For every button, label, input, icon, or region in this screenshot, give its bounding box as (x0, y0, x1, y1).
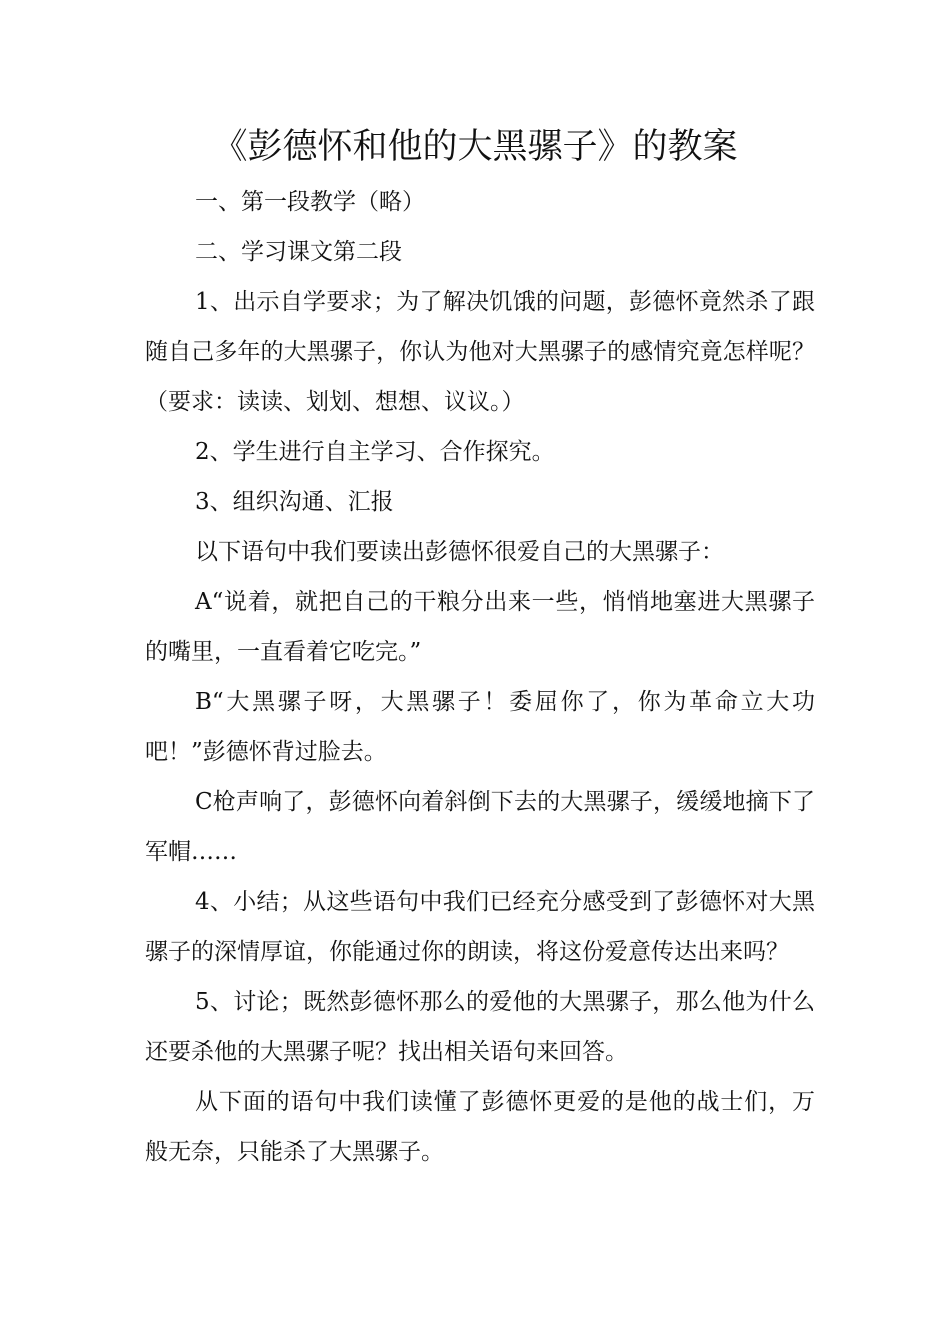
paragraph-step-2: 2、学生进行自主学习、合作探究。 (195, 439, 555, 465)
paragraph-quote-a: A“说着，就把自己的干粮分出来一些，悄悄地塞进大黑骡子的嘴里，一直看着它吃完。” (145, 589, 815, 665)
document-title: 《彭德怀和他的大黑骡子》的教案 (212, 127, 738, 167)
paragraph-conclusion: 从下面的语句中我们读懂了彭德怀更爱的是他的战士们，万般无奈，只能杀了大黑骡子。 (145, 1089, 815, 1165)
paragraph-intro-quotes: 以下语句中我们要读出彭德怀很爱自己的大黑骡子： (195, 539, 724, 565)
paragraph-step-4: 4、小结；从这些语句中我们已经充分感受到了彭德怀对大黑骡子的深情厚谊，你能通过你的朗读，将这份爱意传达出来吗？ (145, 889, 815, 965)
paragraph-quote-b: B“大黑骡子呀，大黑骡子！委屈你了，你为革命立大功吧！”彭德怀背过脸去。 (145, 689, 815, 765)
paragraph-section-2: 二、学习课文第二段 (195, 239, 402, 265)
paragraph-quote-c: C枪声响了，彭德怀向着斜倒下去的大黑骡子，缓缓地摘下了军帽…… (145, 789, 815, 865)
paragraph-step-5: 5、讨论；既然彭德怀那么的爱他的大黑骡子，那么他为什么还要杀他的大黑骡子呢？找出相关语句来回答。 (145, 989, 815, 1065)
document-body (145, 177, 815, 1177)
paragraph-section-1: 一、第一段教学（略） (195, 189, 425, 215)
paragraph-step-1: 1、出示自学要求；为了解决饥饿的问题，彭德怀竟然杀了跟随自己多年的大黑骡子，你认为他对大黑骡子的感情究竟怎样呢？（要求：读读、划划、想想、议议。） (145, 289, 815, 415)
paragraph-step-3: 3、组织沟通、汇报 (195, 489, 394, 515)
